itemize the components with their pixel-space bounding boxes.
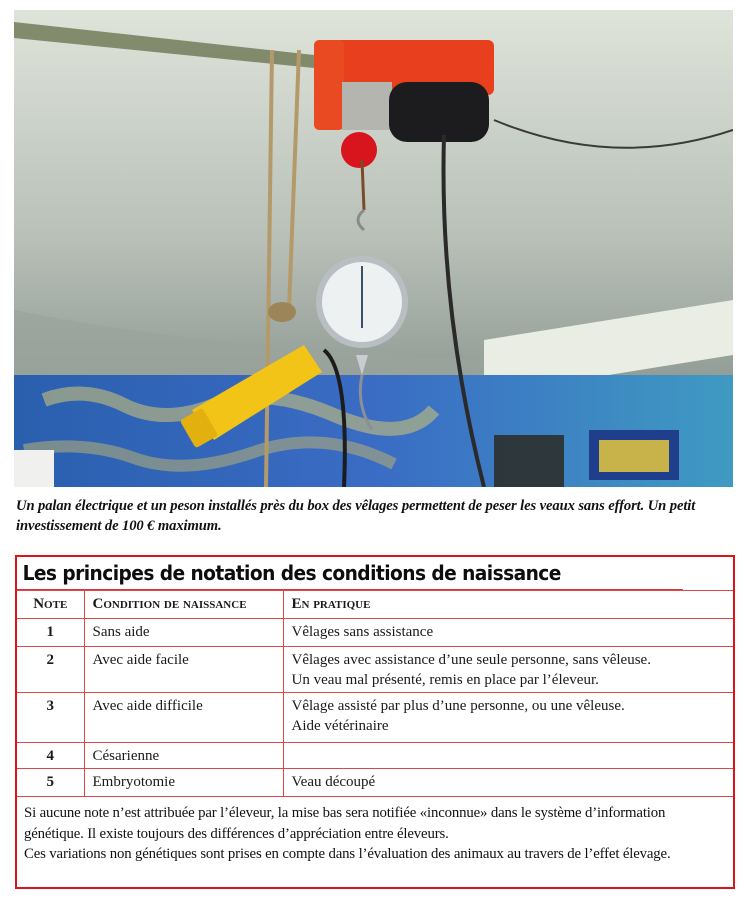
header-condition: Condition de naissance xyxy=(84,591,283,619)
white-fixture xyxy=(14,450,54,487)
pratique-line: Vêlages avec assistance d’une seule personne, sans vêleuse. xyxy=(291,652,651,668)
row-note: 4 xyxy=(17,743,84,769)
row-condition: Embryotomie xyxy=(84,769,283,797)
header-note: Note xyxy=(17,591,84,619)
pratique-line: Vêlages sans assistance xyxy=(291,624,434,640)
row-note: 1 xyxy=(17,619,84,647)
row-condition: Sans aide xyxy=(84,619,283,647)
table-header-row xyxy=(17,591,733,619)
hoist-photo-illustration xyxy=(14,10,733,487)
row-condition: Avec aide facile xyxy=(84,647,283,693)
table-row xyxy=(17,693,733,743)
photo-caption: Un palan électrique et un peson installés près du box des vêlages permettent de peser les veaux sans effort. Un petit investissement de 100 € maximum. xyxy=(16,498,696,534)
row-note: 2 xyxy=(17,647,84,693)
row-pratique xyxy=(283,743,733,769)
row-pratique xyxy=(283,769,733,797)
hoist-photo xyxy=(14,10,733,487)
box-title: Les principes de notation des conditions de naissance xyxy=(17,557,683,590)
header-pratique: En pratique xyxy=(283,591,733,619)
row-pratique xyxy=(283,647,733,693)
birth-conditions-table xyxy=(17,590,733,797)
pratique-line: Vêlage assisté par plus d’une personne, ou une vêleuse. xyxy=(291,698,625,714)
pratique-line: Veau découpé xyxy=(291,774,376,790)
row-condition: Césarienne xyxy=(84,743,283,769)
table-row xyxy=(17,619,733,647)
note-paragraph: Ces variations non génétiques sont prises en compte dans l’évaluation des animaux au travers de l’effet élevage. xyxy=(24,846,671,862)
table-row xyxy=(17,769,733,797)
row-note: 5 xyxy=(17,769,84,797)
birth-conditions-box xyxy=(15,555,735,889)
row-note: 3 xyxy=(17,693,84,743)
table-row xyxy=(17,743,733,769)
note-paragraph: Si aucune note n’est attribuée par l’éleveur, la mise bas sera notifiée «inconnue» dans le système d’information génétique. Il existe toujours des différences d’appréciation entre éleveurs. xyxy=(24,805,666,842)
box-notes xyxy=(17,797,733,865)
pratique-line: Un veau mal présenté, remis en place par l’éleveur. xyxy=(291,672,599,688)
row-pratique xyxy=(283,693,733,743)
table-row xyxy=(17,647,733,693)
row-condition: Avec aide difficile xyxy=(84,693,283,743)
row-pratique xyxy=(283,619,733,647)
pratique-line: Aide vétérinaire xyxy=(291,718,389,734)
